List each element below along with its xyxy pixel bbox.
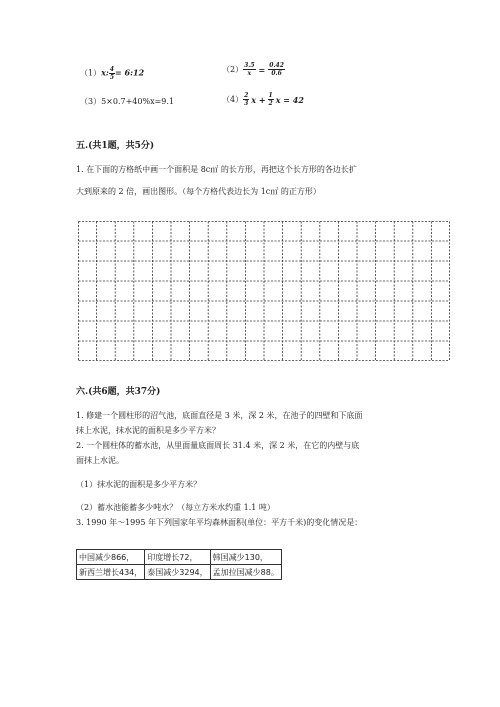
problem-4-label: （4） — [222, 95, 244, 104]
section-5-heading: 五.(共1题，共5分) — [76, 141, 155, 151]
fraction-numerator: 2 — [244, 92, 249, 99]
problem-2 — [222, 62, 285, 77]
problem-4-fraction-2 — [268, 92, 274, 107]
problem-2-fraction-right — [268, 62, 285, 77]
table-cell: 韩国减少130， — [210, 550, 281, 565]
section-5-question-line-2: 大到原来的 2 倍，画出图形。（每个方格代表边长为 1c㎡ 的正方形） — [76, 187, 321, 196]
fraction-denominator: 3 — [244, 100, 249, 107]
graph-paper-grid[interactable] — [78, 221, 450, 361]
problem-1-rest: = 6:12 — [115, 67, 145, 78]
fraction-numerator: 4 — [109, 66, 115, 73]
section-6-q3-line-1: 3. 1990 年～1995 年下列国家年平均森林面积(单位：平方千米)的变化情况是： — [76, 518, 363, 527]
fraction-denominator: x — [247, 70, 252, 77]
graph-paper-svg — [78, 221, 450, 361]
fraction-numerator: 0.42 — [269, 62, 284, 69]
fraction-denominator: 5 — [109, 74, 115, 81]
fraction-denominator: 2 — [268, 100, 273, 107]
section-6-q2-line-2: 面抹上水泥。 — [76, 456, 124, 465]
section-6-q1-line-1: 1. 修建一个圆柱形的沼气池，底面直径是 3 米，深 2 米，在池子的四壁和下底面 — [76, 411, 363, 420]
forest-area-table — [76, 549, 282, 580]
problem-1-label: （1） — [80, 68, 102, 78]
problem-2-fraction-left — [243, 62, 255, 77]
problem-2-equals: = — [258, 64, 266, 75]
problem-3: （3）5×0.7+40%x=9.1 — [80, 97, 175, 106]
section-6-q2-line-1: 2. 一个圆柱体的蓄水池，从里面量底面周长 31.4 米，深 2 米，在它的内壁与底 — [76, 441, 360, 450]
table-cell: 孟加拉国减少88。 — [210, 565, 281, 580]
section-6-q1-line-2: 抹上水泥，抹水泥的面积是多少平方米？ — [76, 426, 220, 435]
table-cell: 中国减少866， — [77, 550, 145, 565]
problem-4-mid: x + — [251, 94, 266, 105]
table-cell: 泰国减少3294， — [145, 565, 210, 580]
problem-4-fraction-1 — [243, 92, 249, 107]
fraction-numerator: 3.5 — [244, 62, 255, 69]
table-row — [77, 550, 282, 565]
table-row — [77, 565, 282, 580]
table-cell: 印度增长72， — [145, 550, 210, 565]
section-5-question-line-1: 1. 在下面的方格纸中画一个面积是 8c㎡ 的长方形，再把这个长方形的各边长扩 — [76, 165, 357, 174]
problem-2-label: （2） — [222, 65, 244, 74]
fraction-denominator: 0.6 — [271, 70, 282, 77]
problem-4 — [222, 92, 304, 107]
section-6-heading: 六.(共6题，共37分) — [76, 387, 161, 397]
table-cell: 新西兰增长434， — [77, 565, 145, 580]
problem-1 — [80, 66, 144, 81]
fraction-numerator: 1 — [268, 92, 273, 99]
section-6-q2-sub-2: （2）蓄水池能蓄多少吨水？（每立方米水约重 1.1 吨） — [76, 503, 275, 512]
section-6-q2-sub-1: （1）抹水泥的面积是多少平方米？ — [76, 480, 202, 489]
problem-4-end: x = 42 — [275, 94, 304, 105]
problem-1-var: x: — [101, 67, 109, 78]
